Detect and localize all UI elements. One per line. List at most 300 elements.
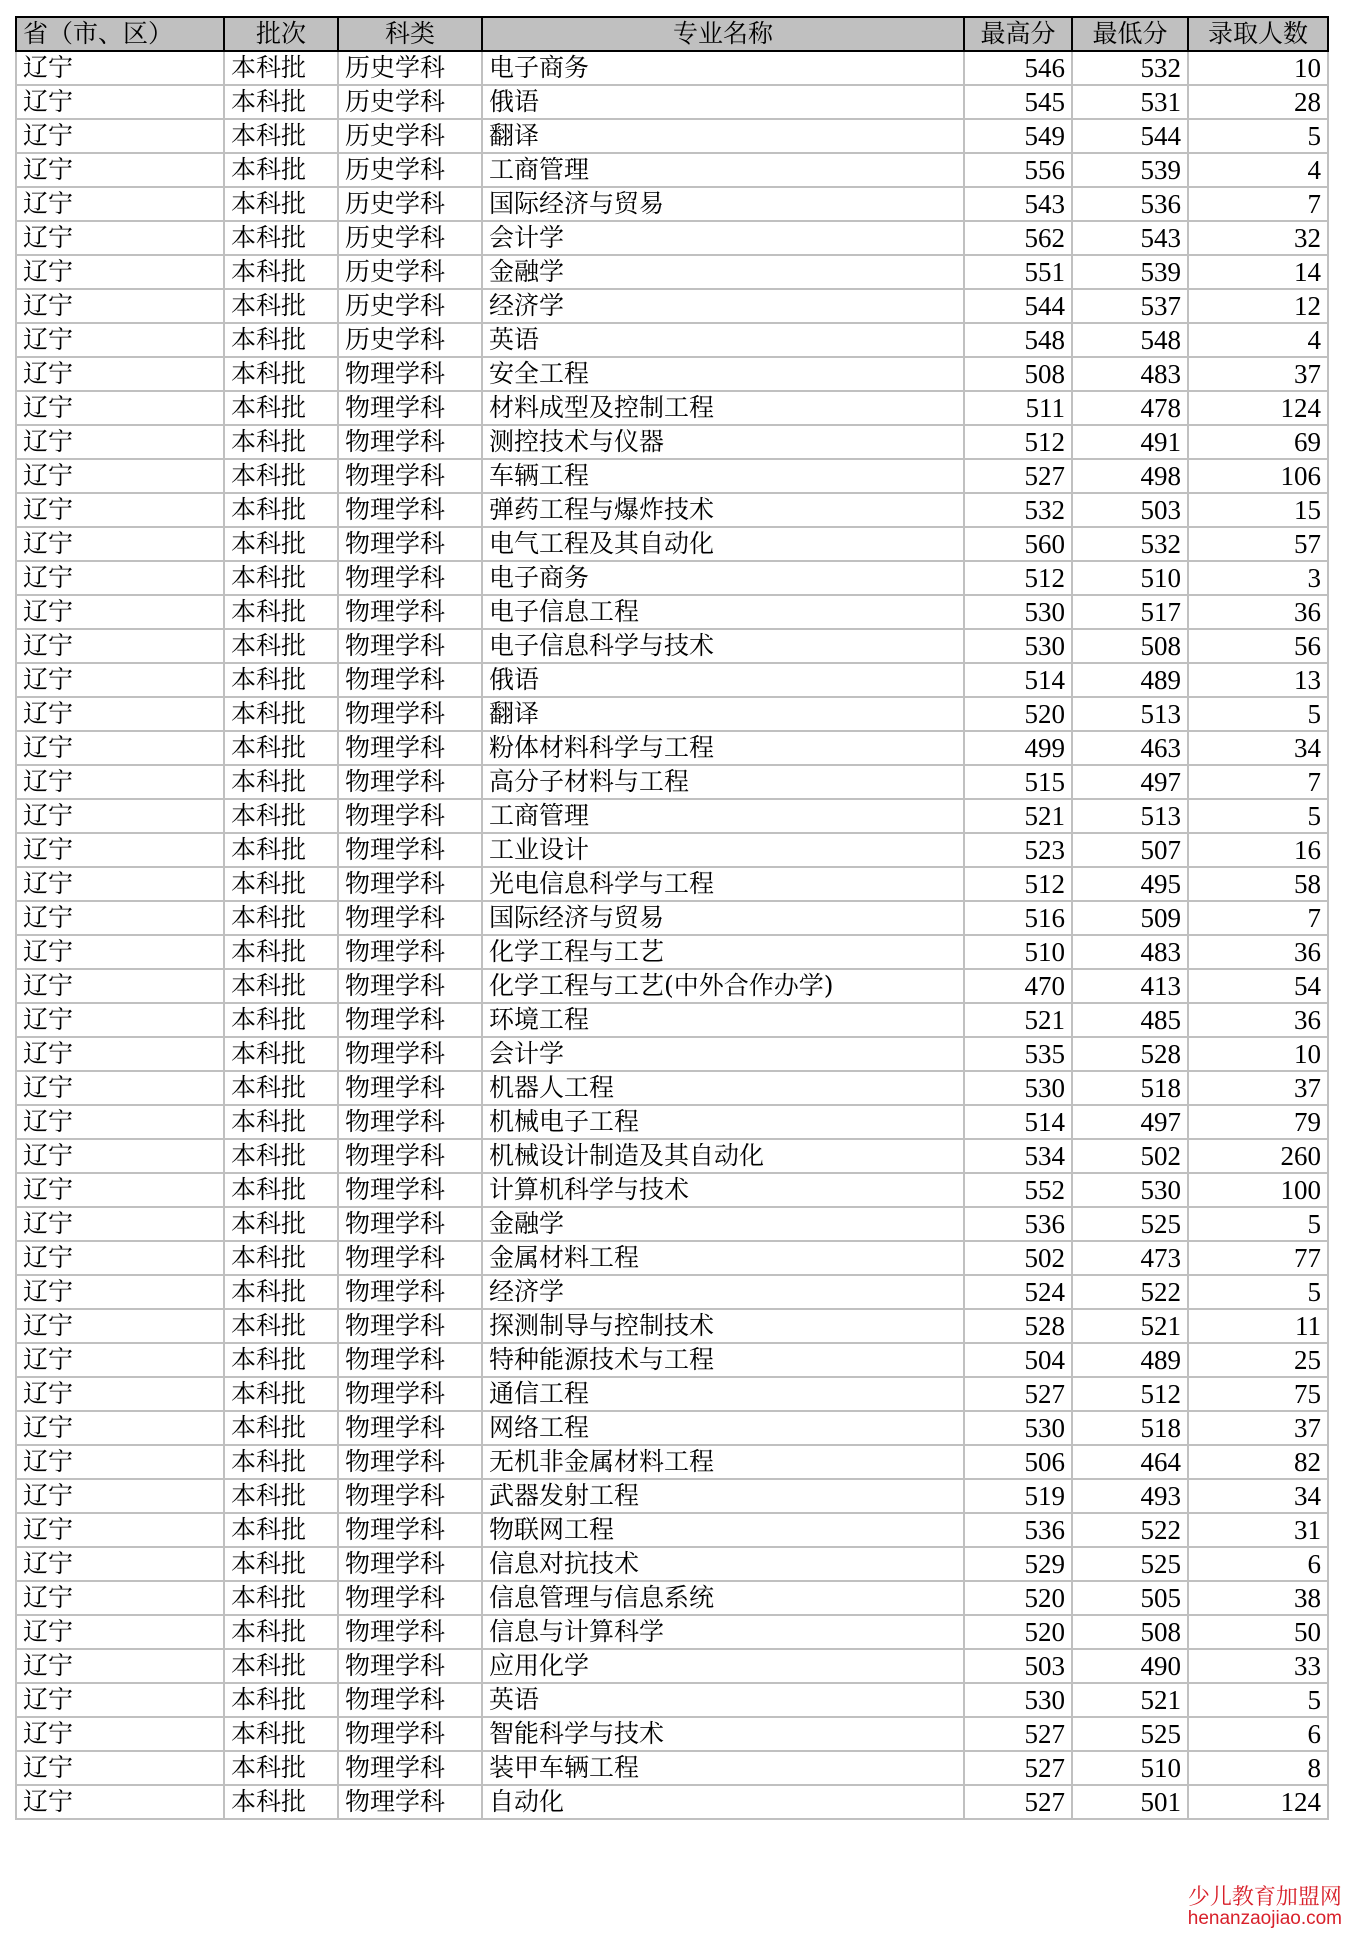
cell-admitted: 36 [1188,935,1328,969]
cell-subject: 物理学科 [338,1275,482,1309]
cell-admitted: 13 [1188,663,1328,697]
cell-batch: 本科批 [224,901,338,935]
cell-batch: 本科批 [224,765,338,799]
cell-province: 辽宁 [16,1649,224,1683]
cell-max-score: 503 [964,1649,1072,1683]
watermark [1188,1885,1342,1930]
cell-batch: 本科批 [224,153,338,187]
cell-max-score: 470 [964,969,1072,1003]
cell-subject: 物理学科 [338,1751,482,1785]
cell-batch: 本科批 [224,1411,338,1445]
table-row [16,1479,1328,1513]
cell-max-score: 527 [964,1377,1072,1411]
cell-batch: 本科批 [224,629,338,663]
cell-min-score: 525 [1072,1207,1188,1241]
cell-max-score: 546 [964,51,1072,85]
cell-province: 辽宁 [16,1751,224,1785]
cell-min-score: 518 [1072,1411,1188,1445]
cell-major: 网络工程 [482,1411,964,1445]
cell-province: 辽宁 [16,51,224,85]
cell-admitted: 79 [1188,1105,1328,1139]
cell-batch: 本科批 [224,1105,338,1139]
cell-batch: 本科批 [224,85,338,119]
table-row [16,901,1328,935]
cell-min-score: 413 [1072,969,1188,1003]
cell-province: 辽宁 [16,221,224,255]
cell-max-score: 527 [964,459,1072,493]
cell-max-score: 527 [964,1717,1072,1751]
header-subject: 科类 [338,17,482,51]
cell-min-score: 497 [1072,1105,1188,1139]
cell-province: 辽宁 [16,1683,224,1717]
table-row [16,1343,1328,1377]
cell-province: 辽宁 [16,1411,224,1445]
watermark-url: henanzaojiao.com [1187,1908,1342,1930]
cell-min-score: 463 [1072,731,1188,765]
cell-province: 辽宁 [16,799,224,833]
cell-subject: 物理学科 [338,1547,482,1581]
cell-admitted: 37 [1188,357,1328,391]
cell-max-score: 549 [964,119,1072,153]
cell-min-score: 532 [1072,527,1188,561]
cell-subject: 物理学科 [338,799,482,833]
cell-subject: 物理学科 [338,1615,482,1649]
cell-batch: 本科批 [224,1445,338,1479]
cell-subject: 物理学科 [338,459,482,493]
cell-max-score: 535 [964,1037,1072,1071]
cell-subject: 物理学科 [338,1513,482,1547]
cell-province: 辽宁 [16,1513,224,1547]
cell-batch: 本科批 [224,357,338,391]
cell-batch: 本科批 [224,1581,338,1615]
table-row [16,187,1328,221]
cell-major: 翻译 [482,697,964,731]
cell-min-score: 513 [1072,799,1188,833]
cell-batch: 本科批 [224,425,338,459]
cell-admitted: 34 [1188,731,1328,765]
cell-max-score: 552 [964,1173,1072,1207]
cell-province: 辽宁 [16,357,224,391]
table-row [16,561,1328,595]
cell-min-score: 473 [1072,1241,1188,1275]
cell-subject: 物理学科 [338,493,482,527]
table-row [16,1207,1328,1241]
cell-subject: 物理学科 [338,765,482,799]
cell-min-score: 508 [1072,1615,1188,1649]
cell-min-score: 485 [1072,1003,1188,1037]
table-row [16,1275,1328,1309]
cell-batch: 本科批 [224,527,338,561]
cell-batch: 本科批 [224,1683,338,1717]
cell-batch: 本科批 [224,51,338,85]
cell-subject: 物理学科 [338,935,482,969]
cell-min-score: 539 [1072,153,1188,187]
cell-major: 智能科学与技术 [482,1717,964,1751]
cell-province: 辽宁 [16,425,224,459]
cell-min-score: 512 [1072,1377,1188,1411]
cell-province: 辽宁 [16,697,224,731]
cell-min-score: 539 [1072,255,1188,289]
cell-admitted: 100 [1188,1173,1328,1207]
cell-subject: 物理学科 [338,1207,482,1241]
cell-subject: 物理学科 [338,391,482,425]
cell-admitted: 69 [1188,425,1328,459]
cell-admitted: 82 [1188,1445,1328,1479]
cell-admitted: 3 [1188,561,1328,595]
cell-batch: 本科批 [224,697,338,731]
table-row [16,1615,1328,1649]
cell-min-score: 521 [1072,1683,1188,1717]
cell-major: 国际经济与贸易 [482,187,964,221]
cell-major: 武器发射工程 [482,1479,964,1513]
cell-subject: 物理学科 [338,1683,482,1717]
cell-max-score: 524 [964,1275,1072,1309]
cell-province: 辽宁 [16,1275,224,1309]
cell-min-score: 483 [1072,357,1188,391]
cell-major: 粉体材料科学与工程 [482,731,964,765]
cell-major: 信息与计算科学 [482,1615,964,1649]
table-row [16,255,1328,289]
cell-min-score: 522 [1072,1275,1188,1309]
cell-batch: 本科批 [224,187,338,221]
cell-max-score: 545 [964,85,1072,119]
table-row [16,697,1328,731]
cell-min-score: 503 [1072,493,1188,527]
cell-subject: 物理学科 [338,697,482,731]
cell-admitted: 106 [1188,459,1328,493]
cell-subject: 物理学科 [338,629,482,663]
table-row [16,1003,1328,1037]
cell-max-score: 508 [964,357,1072,391]
cell-province: 辽宁 [16,1105,224,1139]
cell-admitted: 10 [1188,1037,1328,1071]
cell-subject: 物理学科 [338,1139,482,1173]
cell-province: 辽宁 [16,1241,224,1275]
cell-province: 辽宁 [16,119,224,153]
cell-batch: 本科批 [224,561,338,595]
cell-min-score: 536 [1072,187,1188,221]
cell-min-score: 464 [1072,1445,1188,1479]
cell-major: 英语 [482,1683,964,1717]
cell-province: 辽宁 [16,1445,224,1479]
cell-subject: 物理学科 [338,1241,482,1275]
cell-admitted: 14 [1188,255,1328,289]
cell-major: 特种能源技术与工程 [482,1343,964,1377]
cell-max-score: 516 [964,901,1072,935]
cell-batch: 本科批 [224,1309,338,1343]
table-row [16,799,1328,833]
table-row [16,1411,1328,1445]
cell-min-score: 489 [1072,663,1188,697]
cell-max-score: 551 [964,255,1072,289]
cell-major: 英语 [482,323,964,357]
cell-subject: 物理学科 [338,595,482,629]
table-row [16,527,1328,561]
cell-subject: 物理学科 [338,425,482,459]
cell-province: 辽宁 [16,391,224,425]
cell-major: 无机非金属材料工程 [482,1445,964,1479]
cell-province: 辽宁 [16,1037,224,1071]
cell-max-score: 512 [964,561,1072,595]
cell-batch: 本科批 [224,1513,338,1547]
cell-batch: 本科批 [224,595,338,629]
cell-subject: 历史学科 [338,289,482,323]
cell-major: 化学工程与工艺 [482,935,964,969]
cell-admitted: 58 [1188,867,1328,901]
cell-major: 机械设计制造及其自动化 [482,1139,964,1173]
cell-subject: 物理学科 [338,1717,482,1751]
cell-admitted: 77 [1188,1241,1328,1275]
cell-subject: 物理学科 [338,1649,482,1683]
cell-admitted: 37 [1188,1411,1328,1445]
cell-min-score: 518 [1072,1071,1188,1105]
header-province: 省（市、区） [16,17,224,51]
cell-major: 翻译 [482,119,964,153]
cell-max-score: 512 [964,867,1072,901]
cell-admitted: 5 [1188,799,1328,833]
cell-subject: 物理学科 [338,527,482,561]
cell-admitted: 57 [1188,527,1328,561]
cell-admitted: 31 [1188,1513,1328,1547]
cell-major: 弹药工程与爆炸技术 [482,493,964,527]
cell-province: 辽宁 [16,493,224,527]
cell-min-score: 495 [1072,867,1188,901]
cell-max-score: 527 [964,1751,1072,1785]
table-row [16,1377,1328,1411]
cell-major: 信息对抗技术 [482,1547,964,1581]
cell-min-score: 493 [1072,1479,1188,1513]
header-batch: 批次 [224,17,338,51]
cell-max-score: 520 [964,697,1072,731]
cell-batch: 本科批 [224,1377,338,1411]
cell-min-score: 505 [1072,1581,1188,1615]
cell-max-score: 499 [964,731,1072,765]
cell-subject: 物理学科 [338,561,482,595]
cell-subject: 物理学科 [338,1105,482,1139]
table-row [16,357,1328,391]
cell-province: 辽宁 [16,1309,224,1343]
cell-province: 辽宁 [16,1615,224,1649]
cell-major: 会计学 [482,221,964,255]
table-row [16,1785,1328,1819]
table-row [16,867,1328,901]
cell-admitted: 34 [1188,1479,1328,1513]
cell-major: 安全工程 [482,357,964,391]
cell-batch: 本科批 [224,969,338,1003]
cell-province: 辽宁 [16,289,224,323]
cell-batch: 本科批 [224,867,338,901]
cell-subject: 物理学科 [338,1479,482,1513]
cell-admitted: 260 [1188,1139,1328,1173]
cell-min-score: 537 [1072,289,1188,323]
cell-max-score: 511 [964,391,1072,425]
cell-max-score: 536 [964,1513,1072,1547]
cell-major: 电子信息科学与技术 [482,629,964,663]
cell-subject: 物理学科 [338,1343,482,1377]
cell-batch: 本科批 [224,663,338,697]
cell-subject: 物理学科 [338,1309,482,1343]
cell-major: 工商管理 [482,799,964,833]
cell-max-score: 532 [964,493,1072,527]
cell-max-score: 530 [964,595,1072,629]
table-row [16,1649,1328,1683]
cell-max-score: 514 [964,1105,1072,1139]
cell-major: 化学工程与工艺(中外合作办学) [482,969,964,1003]
cell-min-score: 528 [1072,1037,1188,1071]
header-max-score: 最高分 [964,17,1072,51]
cell-admitted: 5 [1188,119,1328,153]
table-row [16,153,1328,187]
cell-min-score: 478 [1072,391,1188,425]
cell-max-score: 530 [964,1071,1072,1105]
cell-major: 光电信息科学与工程 [482,867,964,901]
cell-subject: 物理学科 [338,969,482,1003]
cell-province: 辽宁 [16,1139,224,1173]
table-row [16,323,1328,357]
cell-batch: 本科批 [224,1717,338,1751]
cell-major: 金融学 [482,1207,964,1241]
cell-batch: 本科批 [224,1547,338,1581]
cell-major: 材料成型及控制工程 [482,391,964,425]
cell-batch: 本科批 [224,799,338,833]
cell-subject: 物理学科 [338,1445,482,1479]
cell-max-score: 530 [964,1683,1072,1717]
cell-subject: 历史学科 [338,119,482,153]
cell-admitted: 5 [1188,1275,1328,1309]
cell-subject: 物理学科 [338,833,482,867]
cell-subject: 物理学科 [338,1173,482,1207]
cell-major: 电子商务 [482,51,964,85]
cell-batch: 本科批 [224,1207,338,1241]
cell-major: 会计学 [482,1037,964,1071]
cell-min-score: 508 [1072,629,1188,663]
cell-admitted: 4 [1188,323,1328,357]
cell-admitted: 4 [1188,153,1328,187]
cell-subject: 历史学科 [338,85,482,119]
cell-admitted: 50 [1188,1615,1328,1649]
cell-admitted: 56 [1188,629,1328,663]
header-row [16,17,1328,51]
cell-province: 辽宁 [16,663,224,697]
cell-batch: 本科批 [224,1649,338,1683]
cell-admitted: 75 [1188,1377,1328,1411]
cell-subject: 物理学科 [338,1411,482,1445]
cell-max-score: 530 [964,1411,1072,1445]
cell-subject: 物理学科 [338,1037,482,1071]
cell-major: 机械电子工程 [482,1105,964,1139]
cell-province: 辽宁 [16,323,224,357]
cell-max-score: 520 [964,1615,1072,1649]
cell-min-score: 509 [1072,901,1188,935]
cell-subject: 物理学科 [338,1003,482,1037]
cell-subject: 物理学科 [338,1581,482,1615]
cell-batch: 本科批 [224,459,338,493]
cell-min-score: 501 [1072,1785,1188,1819]
cell-min-score: 525 [1072,1547,1188,1581]
header-major: 专业名称 [482,17,964,51]
cell-major: 环境工程 [482,1003,964,1037]
cell-max-score: 520 [964,1581,1072,1615]
cell-admitted: 5 [1188,697,1328,731]
cell-province: 辽宁 [16,629,224,663]
table-row [16,1037,1328,1071]
cell-subject: 历史学科 [338,323,482,357]
cell-admitted: 5 [1188,1683,1328,1717]
cell-major: 计算机科学与技术 [482,1173,964,1207]
cell-admitted: 33 [1188,1649,1328,1683]
cell-min-score: 510 [1072,1751,1188,1785]
cell-subject: 物理学科 [338,867,482,901]
cell-province: 辽宁 [16,867,224,901]
table-row [16,595,1328,629]
cell-min-score: 521 [1072,1309,1188,1343]
cell-admitted: 32 [1188,221,1328,255]
cell-admitted: 54 [1188,969,1328,1003]
table-row [16,459,1328,493]
cell-batch: 本科批 [224,323,338,357]
cell-min-score: 510 [1072,561,1188,595]
cell-major: 国际经济与贸易 [482,901,964,935]
cell-max-score: 527 [964,1785,1072,1819]
cell-subject: 物理学科 [338,663,482,697]
cell-province: 辽宁 [16,527,224,561]
cell-major: 电子信息工程 [482,595,964,629]
cell-major: 经济学 [482,289,964,323]
cell-subject: 物理学科 [338,901,482,935]
cell-subject: 物理学科 [338,731,482,765]
cell-batch: 本科批 [224,1479,338,1513]
cell-province: 辽宁 [16,1377,224,1411]
cell-admitted: 38 [1188,1581,1328,1615]
cell-admitted: 36 [1188,595,1328,629]
cell-admitted: 8 [1188,1751,1328,1785]
cell-batch: 本科批 [224,833,338,867]
cell-province: 辽宁 [16,1071,224,1105]
cell-subject: 物理学科 [338,1071,482,1105]
table-row [16,935,1328,969]
cell-province: 辽宁 [16,1581,224,1615]
cell-batch: 本科批 [224,1173,338,1207]
cell-batch: 本科批 [224,289,338,323]
cell-subject: 物理学科 [338,1785,482,1819]
cell-batch: 本科批 [224,1071,338,1105]
cell-max-score: 548 [964,323,1072,357]
cell-subject: 历史学科 [338,221,482,255]
cell-major: 高分子材料与工程 [482,765,964,799]
cell-admitted: 7 [1188,187,1328,221]
cell-admitted: 124 [1188,1785,1328,1819]
table-row [16,1717,1328,1751]
cell-max-score: 556 [964,153,1072,187]
cell-admitted: 124 [1188,391,1328,425]
cell-subject: 物理学科 [338,1377,482,1411]
cell-major: 俄语 [482,85,964,119]
cell-max-score: 502 [964,1241,1072,1275]
cell-min-score: 525 [1072,1717,1188,1751]
cell-max-score: 530 [964,629,1072,663]
table-row [16,221,1328,255]
table-row [16,765,1328,799]
table-row [16,493,1328,527]
cell-province: 辽宁 [16,1207,224,1241]
cell-major: 俄语 [482,663,964,697]
table-row [16,85,1328,119]
watermark-title: 少儿教育加盟网 [1187,1883,1342,1909]
cell-province: 辽宁 [16,731,224,765]
cell-min-score: 498 [1072,459,1188,493]
cell-min-score: 491 [1072,425,1188,459]
cell-major: 信息管理与信息系统 [482,1581,964,1615]
